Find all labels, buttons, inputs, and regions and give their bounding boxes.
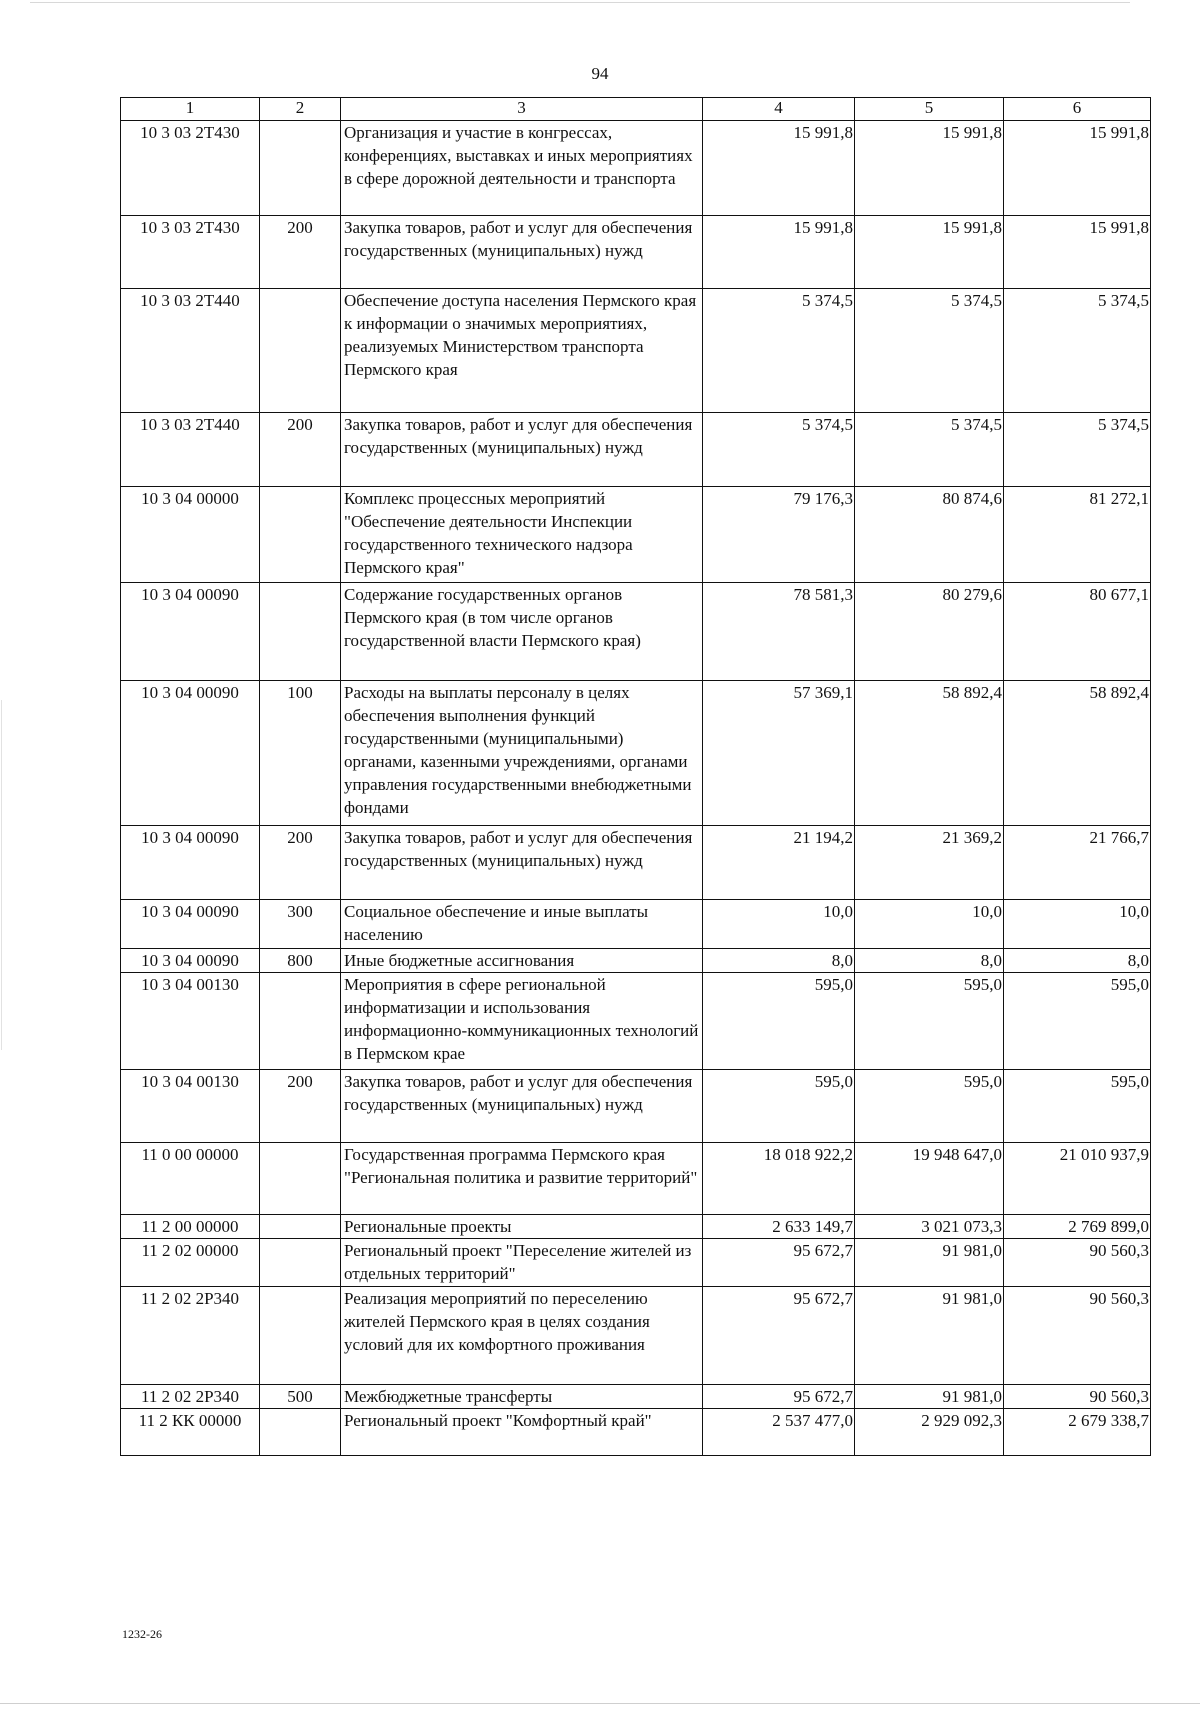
- row-value-col6: 5 374,5: [1004, 289, 1151, 413]
- row-code: 11 2 00 00000: [121, 1215, 260, 1239]
- row-value-col6: 2 769 899,0: [1004, 1215, 1151, 1239]
- row-value-col4: 5 374,5: [703, 413, 855, 487]
- column-header-1: 1: [121, 98, 260, 121]
- row-value-col4: 95 672,7: [703, 1287, 855, 1385]
- table-row: [121, 1215, 1151, 1239]
- row-value-col6: 81 272,1: [1004, 487, 1151, 583]
- row-code: 11 2 02 2Р340: [121, 1287, 260, 1385]
- row-value-col4: 57 369,1: [703, 681, 855, 826]
- row-value-col5: 80 279,6: [855, 583, 1004, 681]
- row-value-col5: 595,0: [855, 973, 1004, 1070]
- column-header-3: 3: [341, 98, 703, 121]
- row-code: 10 3 04 00090: [121, 583, 260, 681]
- row-name: Расходы на выплаты персоналу в целях обеспечения выполнения функций государственными (муниципальными) органами, казенными учреждениями, органами управления государственными внебюджетными фондами: [341, 681, 703, 826]
- table-row: [121, 413, 1151, 487]
- row-name: Содержание государственных органов Пермского края (в том числе органов государственной власти Пермского края): [341, 583, 703, 681]
- row-value-col6: 5 374,5: [1004, 413, 1151, 487]
- row-expense-type: [260, 1409, 341, 1456]
- row-expense-type: [260, 121, 341, 216]
- row-value-col5: 15 991,8: [855, 121, 1004, 216]
- row-code: 10 3 04 00090: [121, 826, 260, 900]
- row-value-col5: 80 874,6: [855, 487, 1004, 583]
- row-value-col4: 78 581,3: [703, 583, 855, 681]
- row-value-col6: 15 991,8: [1004, 216, 1151, 289]
- row-code: 10 3 04 00090: [121, 900, 260, 949]
- row-expense-type: [260, 583, 341, 681]
- document-code: 1232-26: [122, 1627, 162, 1641]
- row-value-col5: 10,0: [855, 900, 1004, 949]
- row-value-col6: 595,0: [1004, 973, 1151, 1070]
- row-expense-type: [260, 1143, 341, 1215]
- table-row: [121, 1385, 1151, 1409]
- row-value-col5: 2 929 092,3: [855, 1409, 1004, 1456]
- budget-table: [120, 97, 1151, 1456]
- row-name: Иные бюджетные ассигнования: [341, 949, 703, 973]
- row-expense-type: [260, 973, 341, 1070]
- scan-edge-bottom: [0, 1703, 1200, 1704]
- row-expense-type: 200: [260, 413, 341, 487]
- row-value-col5: 3 021 073,3: [855, 1215, 1004, 1239]
- row-value-col6: 8,0: [1004, 949, 1151, 973]
- row-value-col6: 21 010 937,9: [1004, 1143, 1151, 1215]
- row-value-col4: 2 537 477,0: [703, 1409, 855, 1456]
- table-row: [121, 1239, 1151, 1287]
- row-name: Реализация мероприятий по переселению жителей Пермского края в целях создания условий для их комфортного проживания: [341, 1287, 703, 1385]
- table-row: [121, 487, 1151, 583]
- row-code: 10 3 04 00090: [121, 681, 260, 826]
- row-code: 10 3 04 00130: [121, 973, 260, 1070]
- row-name: Региональный проект "Комфортный край": [341, 1409, 703, 1456]
- table-row: [121, 949, 1151, 973]
- row-value-col6: 10,0: [1004, 900, 1151, 949]
- row-name: Организация и участие в конгрессах, конференциях, выставках и иных мероприятиях в сфере дорожной деятельности и транспорта: [341, 121, 703, 216]
- table-row: [121, 681, 1151, 826]
- row-expense-type: 200: [260, 1070, 341, 1143]
- table-row: [121, 826, 1151, 900]
- table-row: [121, 289, 1151, 413]
- column-header-2: 2: [260, 98, 341, 121]
- row-value-col5: 19 948 647,0: [855, 1143, 1004, 1215]
- row-value-col4: 15 991,8: [703, 121, 855, 216]
- row-value-col5: 595,0: [855, 1070, 1004, 1143]
- table-row: [121, 121, 1151, 216]
- row-value-col6: 58 892,4: [1004, 681, 1151, 826]
- row-value-col4: 2 633 149,7: [703, 1215, 855, 1239]
- row-value-col5: 91 981,0: [855, 1239, 1004, 1287]
- row-expense-type: 300: [260, 900, 341, 949]
- row-expense-type: [260, 1287, 341, 1385]
- row-name: Закупка товаров, работ и услуг для обеспечения государственных (муниципальных) нужд: [341, 826, 703, 900]
- row-value-col4: 79 176,3: [703, 487, 855, 583]
- table-row: [121, 583, 1151, 681]
- row-name: Государственная программа Пермского края "Региональная политика и развитие территорий": [341, 1143, 703, 1215]
- row-value-col4: 8,0: [703, 949, 855, 973]
- row-value-col4: 18 018 922,2: [703, 1143, 855, 1215]
- row-value-col4: 595,0: [703, 1070, 855, 1143]
- row-name: Региональный проект "Переселение жителей из отдельных территорий": [341, 1239, 703, 1287]
- row-value-col4: 10,0: [703, 900, 855, 949]
- row-value-col6: 2 679 338,7: [1004, 1409, 1151, 1456]
- row-name: Закупка товаров, работ и услуг для обеспечения государственных (муниципальных) нужд: [341, 1070, 703, 1143]
- row-value-col5: 21 369,2: [855, 826, 1004, 900]
- row-code: 10 3 03 2Т430: [121, 121, 260, 216]
- row-code: 11 0 00 00000: [121, 1143, 260, 1215]
- row-name: Межбюджетные трансферты: [341, 1385, 703, 1409]
- row-expense-type: 800: [260, 949, 341, 973]
- row-code: 11 2 02 2Р340: [121, 1385, 260, 1409]
- row-value-col6: 15 991,8: [1004, 121, 1151, 216]
- row-value-col4: 95 672,7: [703, 1385, 855, 1409]
- row-value-col6: 90 560,3: [1004, 1385, 1151, 1409]
- row-value-col6: 21 766,7: [1004, 826, 1151, 900]
- row-value-col5: 91 981,0: [855, 1385, 1004, 1409]
- table-row: [121, 1070, 1151, 1143]
- table-row: [121, 1143, 1151, 1215]
- row-expense-type: [260, 1215, 341, 1239]
- row-value-col5: 91 981,0: [855, 1287, 1004, 1385]
- row-value-col5: 58 892,4: [855, 681, 1004, 826]
- row-expense-type: [260, 1239, 341, 1287]
- row-expense-type: [260, 487, 341, 583]
- row-code: 10 3 04 00000: [121, 487, 260, 583]
- row-value-col4: 5 374,5: [703, 289, 855, 413]
- row-value-col4: 95 672,7: [703, 1239, 855, 1287]
- row-code: 10 3 03 2Т430: [121, 216, 260, 289]
- table-row: [121, 973, 1151, 1070]
- table-row: [121, 1409, 1151, 1456]
- row-name: Комплекс процессных мероприятий "Обеспечение деятельности Инспекции государственного технического надзора Пермского края": [341, 487, 703, 583]
- scan-edge-left: [1, 700, 2, 1050]
- row-value-col4: 15 991,8: [703, 216, 855, 289]
- scan-edge-top: [30, 2, 1130, 3]
- row-name: Закупка товаров, работ и услуг для обеспечения государственных (муниципальных) нужд: [341, 413, 703, 487]
- row-expense-type: 500: [260, 1385, 341, 1409]
- row-code: 10 3 04 00090: [121, 949, 260, 973]
- row-value-col5: 15 991,8: [855, 216, 1004, 289]
- header-row: [121, 98, 1151, 121]
- column-header-6: 6: [1004, 98, 1151, 121]
- row-value-col6: 595,0: [1004, 1070, 1151, 1143]
- table-row: [121, 1287, 1151, 1385]
- row-name: Обеспечение доступа населения Пермского края к информации о значимых мероприятиях, реализуемых Министерством транспорта Пермского края: [341, 289, 703, 413]
- row-name: Мероприятия в сфере региональной информатизации и использования информационно-коммуникационных технологий в Пермском крае: [341, 973, 703, 1070]
- row-expense-type: 200: [260, 826, 341, 900]
- row-name: Социальное обеспечение и иные выплаты населению: [341, 900, 703, 949]
- column-header-5: 5: [855, 98, 1004, 121]
- row-value-col5: 5 374,5: [855, 289, 1004, 413]
- row-name: Закупка товаров, работ и услуг для обеспечения государственных (муниципальных) нужд: [341, 216, 703, 289]
- row-expense-type: 100: [260, 681, 341, 826]
- row-code: 10 3 04 00130: [121, 1070, 260, 1143]
- column-header-4: 4: [703, 98, 855, 121]
- row-value-col6: 90 560,3: [1004, 1287, 1151, 1385]
- row-value-col5: 5 374,5: [855, 413, 1004, 487]
- row-value-col5: 8,0: [855, 949, 1004, 973]
- table-row: [121, 216, 1151, 289]
- row-expense-type: [260, 289, 341, 413]
- row-code: 11 2 02 00000: [121, 1239, 260, 1287]
- row-value-col6: 90 560,3: [1004, 1239, 1151, 1287]
- row-code: 11 2 КК 00000: [121, 1409, 260, 1456]
- row-value-col4: 21 194,2: [703, 826, 855, 900]
- row-expense-type: 200: [260, 216, 341, 289]
- row-value-col6: 80 677,1: [1004, 583, 1151, 681]
- table-row: [121, 900, 1151, 949]
- page-number: 94: [591, 64, 609, 83]
- row-code: 10 3 03 2Т440: [121, 413, 260, 487]
- row-value-col4: 595,0: [703, 973, 855, 1070]
- row-code: 10 3 03 2Т440: [121, 289, 260, 413]
- row-name: Региональные проекты: [341, 1215, 703, 1239]
